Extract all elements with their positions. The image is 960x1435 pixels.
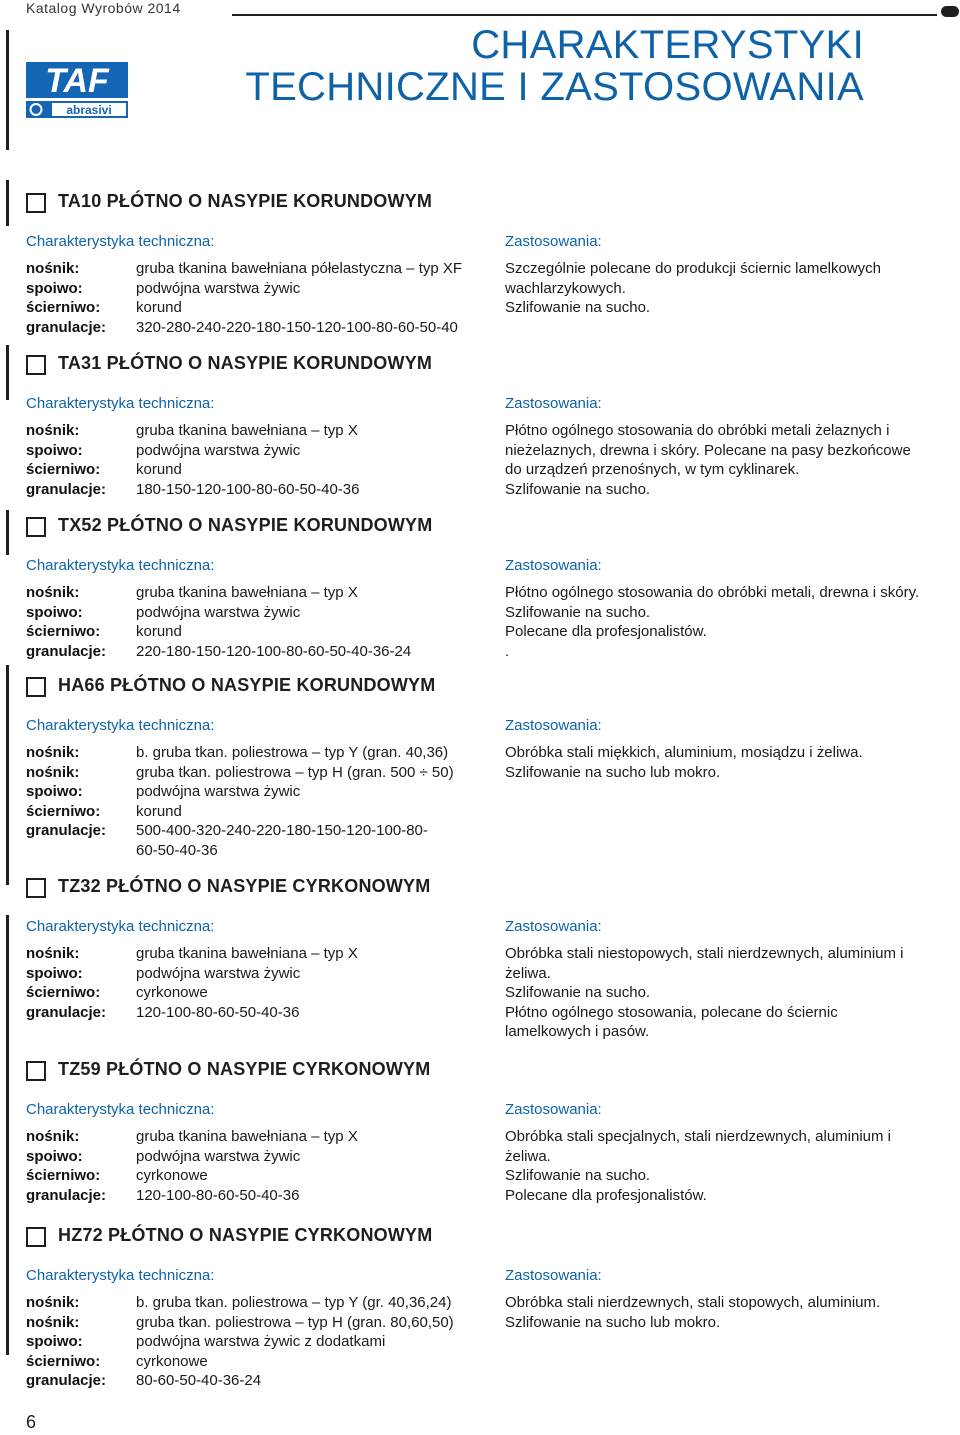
spec-key: nośnik: xyxy=(26,945,80,962)
applications-text xyxy=(505,1293,950,1332)
application-line: Płótno ogólnego stosowania do obróbki metali żelaznych i xyxy=(505,422,890,439)
application-line: Szlifowanie na sucho. xyxy=(505,984,651,1001)
spec-value: gruba tkanina bawełniana półelastyczna – typ XF xyxy=(136,260,463,277)
section-title: TZ32 PŁÓTNO O NASYPIE CYRKONOWYM xyxy=(58,876,431,896)
spec-list xyxy=(26,259,496,337)
spec-list xyxy=(26,1127,496,1205)
spec-key: granulacje: xyxy=(26,1186,107,1204)
spec-row xyxy=(26,441,496,461)
application-line: nieżelaznych, drewna i skóry. Polecane na pasy bezkońcowe xyxy=(505,441,911,459)
application-line: wachlarzykowych. xyxy=(505,279,626,297)
spec-row xyxy=(26,318,496,338)
application-line: lamelkowych i pasów. xyxy=(505,1023,650,1040)
side-mark xyxy=(6,665,9,885)
spec-list xyxy=(26,583,496,661)
spec-key: spoiwo: xyxy=(26,603,83,621)
spec-value: podwójna warstwa żywic xyxy=(136,783,301,800)
spec-row xyxy=(26,1332,496,1352)
spec-key: ścierniwo: xyxy=(26,623,101,640)
section-title: TA31 PŁÓTNO O NASYPIE KORUNDOWYM xyxy=(58,353,433,373)
spec-value: podwójna warstwa żywic xyxy=(136,1147,301,1165)
spec-value: 320-280-240-220-180-150-120-100-80-60-50-40 xyxy=(136,318,458,336)
application-line: Szlifowanie na sucho. xyxy=(505,1167,651,1184)
spec-key: ścierniwo: xyxy=(26,984,101,1001)
application-line: Obróbka stali nierdzewnych, stali stopowych, aluminium. xyxy=(505,1294,881,1311)
side-mark xyxy=(6,510,9,555)
spec-row xyxy=(26,1147,496,1167)
spec-value: podwójna warstwa żywic xyxy=(136,603,301,621)
spec-key: granulacje: xyxy=(26,480,107,498)
spec-value: korund xyxy=(136,461,182,478)
spec-value: gruba tkan. poliestrowa – typ H (gran. 500 ÷ 50) xyxy=(136,763,454,781)
spec-key: granulacje: xyxy=(26,1372,107,1389)
section-title: TA10 PŁÓTNO O NASYPIE KORUNDOWYM xyxy=(58,191,433,211)
section-title: HA66 PŁÓTNO O NASYPIE KORUNDOWYM xyxy=(58,675,436,695)
spec-row xyxy=(26,743,496,763)
application-line: Płótno ogólnego stosowania do obróbki metali, drewna i skóry. xyxy=(505,584,920,601)
applications-label: Zastosowania: xyxy=(505,557,602,574)
catalog-title: Katalog Wyrobów 2014 xyxy=(26,0,181,16)
title-line-2: TECHNICZNE I ZASTOSOWANIA xyxy=(245,65,864,109)
characteristics-label: Charakterystyka techniczna: xyxy=(26,717,215,734)
corner-mark xyxy=(941,6,959,17)
spec-key: nośnik: xyxy=(26,744,80,761)
applications-text xyxy=(505,1127,950,1205)
spec-key: nośnik: xyxy=(26,422,80,439)
spec-list xyxy=(26,743,496,860)
spec-row xyxy=(26,603,496,623)
application-line: Płótno ogólnego stosowania, polecane do ściernic xyxy=(505,1003,838,1021)
checkbox[interactable] xyxy=(26,1227,46,1247)
spec-key: spoiwo: xyxy=(26,1333,83,1350)
checkbox[interactable] xyxy=(26,878,46,898)
characteristics-label: Charakterystyka techniczna: xyxy=(26,557,215,574)
spec-value: podwójna warstwa żywic xyxy=(136,964,301,982)
spec-row xyxy=(26,279,496,299)
spec-row xyxy=(26,944,496,964)
spec-value: cyrkonowe xyxy=(136,1167,208,1184)
spec-key: nośnik: xyxy=(26,1128,80,1145)
application-line: Szlifowanie na sucho. xyxy=(505,299,651,316)
spec-value: gruba tkanina bawełniana – typ X xyxy=(136,584,358,601)
spec-row xyxy=(26,642,496,662)
spec-value: korund xyxy=(136,623,182,640)
spec-value: 500-400-320-240-220-180-150-120-100-80- 60-50-40-36 xyxy=(136,822,428,859)
spec-value: 220-180-150-120-100-80-60-50-40-36-24 xyxy=(136,642,412,660)
spec-key: nośnik: xyxy=(26,763,80,781)
application-line: Obróbka stali niestopowych, stali nierdzewnych, aluminium i xyxy=(505,945,904,962)
applications-text xyxy=(505,743,950,782)
applications-label: Zastosowania: xyxy=(505,717,602,734)
spec-value: cyrkonowe xyxy=(136,1352,208,1370)
spec-key: nośnik: xyxy=(26,1294,80,1311)
spec-value: podwójna warstwa żywic xyxy=(136,279,301,297)
application-line: Szlifowanie na sucho lub mokro. xyxy=(505,1313,721,1331)
spec-key: ścierniwo: xyxy=(26,299,101,316)
spec-key: ścierniwo: xyxy=(26,802,101,820)
spec-value: cyrkonowe xyxy=(136,984,208,1001)
spec-row xyxy=(26,983,496,1003)
application-line: do urządzeń przenośnych, w tym cyklinarek. xyxy=(505,461,800,478)
title-line-1: CHARAKTERYSTYKI xyxy=(471,23,864,67)
checkbox[interactable] xyxy=(26,517,46,537)
spec-row xyxy=(26,964,496,984)
spec-value: gruba tkan. poliestrowa – typ H (gran. 80,60,50) xyxy=(136,1313,454,1331)
application-line: Szlifowanie na sucho. xyxy=(505,603,651,621)
spec-value: gruba tkanina bawełniana – typ X xyxy=(136,945,358,962)
spec-value: podwójna warstwa żywic xyxy=(136,441,301,459)
applications-label: Zastosowania: xyxy=(505,918,602,935)
application-line: Polecane dla profesjonalistów. xyxy=(505,1186,707,1204)
spec-row xyxy=(26,763,496,783)
applications-text xyxy=(505,421,950,499)
spec-value: gruba tkanina bawełniana – typ X xyxy=(136,422,358,439)
spec-row xyxy=(26,1186,496,1206)
spec-key: ścierniwo: xyxy=(26,1352,101,1370)
spec-key: spoiwo: xyxy=(26,964,83,982)
application-line: żeliwa. xyxy=(505,964,551,982)
spec-key: nośnik: xyxy=(26,1313,80,1331)
application-line: Szlifowanie na sucho lub mokro. xyxy=(505,763,721,781)
spec-key: spoiwo: xyxy=(26,1147,83,1165)
spec-key: spoiwo: xyxy=(26,441,83,459)
checkbox[interactable] xyxy=(26,193,46,213)
logo-text: TAF xyxy=(45,62,109,100)
checkbox[interactable] xyxy=(26,1061,46,1081)
spec-row xyxy=(26,622,496,642)
spec-value: 120-100-80-60-50-40-36 xyxy=(136,1003,300,1021)
application-line: Szczególnie polecane do produkcji ściernic lamelkowych xyxy=(505,260,882,277)
spec-value: podwójna warstwa żywic z dodatkami xyxy=(136,1333,386,1350)
spec-row xyxy=(26,1293,496,1313)
spec-value: b. gruba tkan. poliestrowa – typ Y (gran. 40,36) xyxy=(136,744,449,761)
characteristics-label: Charakterystyka techniczna: xyxy=(26,233,215,250)
side-mark xyxy=(6,30,9,150)
characteristics-label: Charakterystyka techniczna: xyxy=(26,395,215,412)
applications-text xyxy=(505,259,950,318)
spec-row xyxy=(26,821,496,860)
applications-label: Zastosowania: xyxy=(505,1101,602,1118)
spec-row xyxy=(26,1003,496,1023)
application-line: żeliwa. xyxy=(505,1147,551,1165)
section-title: TX52 PŁÓTNO O NASYPIE KORUNDOWYM xyxy=(58,515,433,535)
spec-row xyxy=(26,782,496,802)
spec-list xyxy=(26,1293,496,1391)
applications-label: Zastosowania: xyxy=(505,395,602,412)
spec-key: granulacje: xyxy=(26,822,107,839)
application-line: Szlifowanie na sucho. xyxy=(505,480,651,498)
characteristics-label: Charakterystyka techniczna: xyxy=(26,1267,215,1284)
spec-key: nośnik: xyxy=(26,260,80,277)
spec-key: spoiwo: xyxy=(26,279,83,297)
spec-row xyxy=(26,1371,496,1391)
applications-label: Zastosowania: xyxy=(505,233,602,250)
applications-label: Zastosowania: xyxy=(505,1267,602,1284)
spec-key: spoiwo: xyxy=(26,783,83,800)
spec-key: ścierniwo: xyxy=(26,461,101,478)
spec-value: korund xyxy=(136,299,182,316)
section-title: HZ72 PŁÓTNO O NASYPIE CYRKONOWYM xyxy=(58,1225,433,1245)
spec-row xyxy=(26,480,496,500)
page-title xyxy=(245,24,864,108)
spec-key: nośnik: xyxy=(26,584,80,601)
spec-row xyxy=(26,421,496,441)
spec-list xyxy=(26,944,496,1022)
spec-row xyxy=(26,259,496,279)
header-rule xyxy=(232,14,937,16)
spec-row xyxy=(26,802,496,822)
side-mark xyxy=(6,915,9,1355)
spec-value: korund xyxy=(136,802,182,820)
side-mark xyxy=(6,345,9,400)
characteristics-label: Charakterystyka techniczna: xyxy=(26,1101,215,1118)
spec-row xyxy=(26,298,496,318)
spec-row xyxy=(26,1313,496,1333)
applications-text xyxy=(505,944,950,1042)
section-title: TZ59 PŁÓTNO O NASYPIE CYRKONOWYM xyxy=(58,1059,431,1079)
spec-value: 180-150-120-100-80-60-50-40-36 xyxy=(136,480,360,498)
taf-abrasivi-logo xyxy=(26,62,128,120)
checkbox[interactable] xyxy=(26,677,46,697)
spec-value: b. gruba tkan. poliestrowa – typ Y (gr. 40,36,24) xyxy=(136,1294,452,1311)
spec-row xyxy=(26,583,496,603)
checkbox[interactable] xyxy=(26,355,46,375)
application-line: . xyxy=(505,642,510,660)
page-number: 6 xyxy=(26,1412,37,1432)
applications-text xyxy=(505,583,950,661)
side-mark xyxy=(6,180,9,226)
spec-value: gruba tkanina bawełniana – typ X xyxy=(136,1128,358,1145)
logo-subtext: abrasivi xyxy=(66,103,112,117)
spec-row xyxy=(26,1127,496,1147)
spec-key: granulacje: xyxy=(26,642,107,660)
spec-value: 80-60-50-40-36-24 xyxy=(136,1372,262,1389)
application-line: Polecane dla profesjonalistów. xyxy=(505,623,707,640)
spec-value: 120-100-80-60-50-40-36 xyxy=(136,1186,300,1204)
spec-key: granulacje: xyxy=(26,1003,107,1021)
spec-row xyxy=(26,1166,496,1186)
application-line: Obróbka stali miękkich, aluminium, mosiądzu i żeliwa. xyxy=(505,744,863,761)
spec-key: granulacje: xyxy=(26,318,107,336)
spec-row xyxy=(26,1352,496,1372)
spec-key: ścierniwo: xyxy=(26,1167,101,1184)
application-line: Obróbka stali specjalnych, stali nierdzewnych, aluminium i xyxy=(505,1128,892,1145)
spec-list xyxy=(26,421,496,499)
spec-row xyxy=(26,460,496,480)
characteristics-label: Charakterystyka techniczna: xyxy=(26,918,215,935)
